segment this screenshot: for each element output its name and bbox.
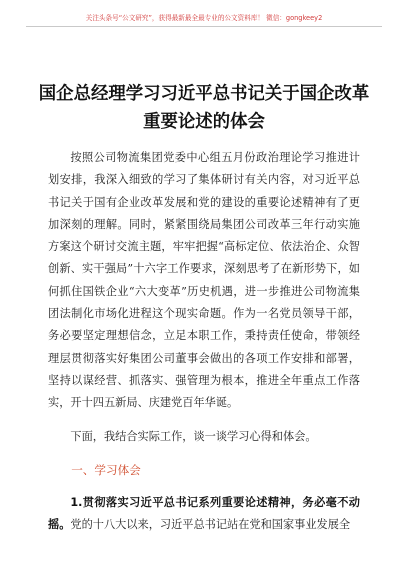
document-body — [48, 147, 360, 537]
document-title: 国企总经理学习习近平总书记关于国企改革重要论述的体会 — [38, 84, 370, 132]
section-heading: 一、学习体会 — [71, 462, 141, 477]
promo-banner: 关注头条号“公文研究”，获得最新最全最专业的公文资料库！ 微信：gongkeey2 — [26, 12, 382, 27]
subsection-paragraph — [48, 492, 360, 537]
intro-paragraph: 按照公司物流集团党委中心组五月份政治理论学习推进计划安排，我深入细致的学习了集体研讨有关内容，对习近平总书记关于国有企业改革发展和党的建设的重要论述精神有了更加深刻的理解。同时，紧紧围绕局集团公司改革三年行动实施方案这个研讨交流主题，牢牢把握“高标定位、依法治企、众智创新、实干强局”十六字工作要求，深刻思考了在新形势下，如何抓住国铁企业“六大变革”历史机遇，进一步推进公司物流集团法制化市场化进程这个现实命题。作为一名党员领导干部，务必要坚定理想信念，立足本职工作，秉持责任使命，带领经理层贯彻落实好集团公司董事会做出的各项工作安排和部署，坚持以谋经营、抓落实、强管理为根本，推进全年重点工作落实，开十四五新局、庆建党百年华诞。 — [48, 151, 360, 410]
transition-paragraph: 下面，我结合实际工作，谈一谈学习心得和体会。 — [70, 429, 317, 443]
subsection-text: 党的十八大以来，习近平总书记站在党和国家事业发展全 — [70, 518, 351, 532]
subsection-heading: 1.贯彻落实习近平总书记系列重要论述精神，务必毫不动摇。 — [48, 496, 360, 532]
